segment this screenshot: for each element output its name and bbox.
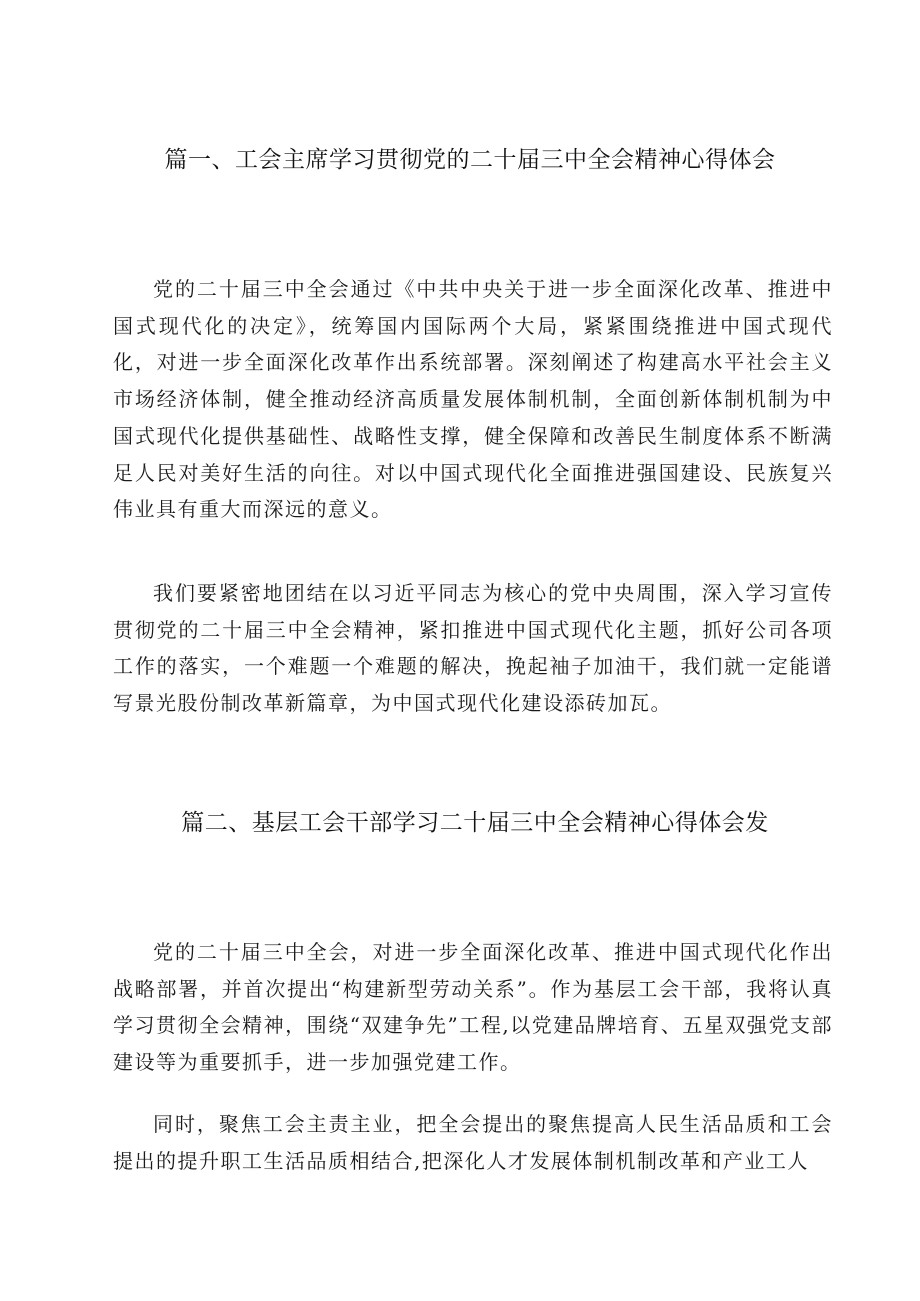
section-2-paragraph-2: 同时，聚焦工会主责主业，把全会提出的聚焦提高人民生活品质和工会提出的提升职工生活品质相结合,把深化人才发展体制机制改革和产业工人 xyxy=(113,1112,833,1173)
section-2-paragraph-1: 党的二十届三中全会，对进一步全面深化改革、推进中国式现代化作出战略部署，并首次提出“构建新型劳动关系”。作为基层工会干部，我将认真学习贯彻全会精神，围绕“双建争先”工程,以党建品牌培育、五星双强党支部建设等为重要抓手，进一步加强党建工作。 xyxy=(113,940,833,1075)
section-1-paragraph-2: 我们要紧密地团结在以习近平同志为核心的党中央周围，深入学习宣传贯彻党的二十届三中全会精神，紧扣推进中国式现代化主题，抓好公司各项工作的落实，一个难题一个难题的解决，挽起袖子加油干，我们就一定能谱写景光股份制改革新篇章，为中国式现代化建设添砖加瓦。 xyxy=(113,581,833,716)
section-2-title: 篇二、基层工会干部学习二十届三中全会精神心得体会发 xyxy=(181,810,769,836)
section-1-paragraph-1: 党的二十届三中全会通过《中共中央关于进一步全面深化改革、推进中国式现代化的决定》，统筹国内国际两个大局，紧紧围绕推进中国式现代化，对进一步全面深化改革作出系统部署。深刻阐述了构建高水平社会主义市场经济体制，健全推动经济高质量发展体制机制，全面创新体制机制为中国式现代化提供基础性、战略性支撑，健全保障和改善民生制度体系不断满足人民对美好生活的向往。对以中国式现代化全面推进强国建设、民族复兴伟业具有重大而深远的意义。 xyxy=(113,277,833,522)
section-1-title: 篇一、工会主席学习贯彻党的二十届三中全会精神心得体会 xyxy=(164,147,776,173)
